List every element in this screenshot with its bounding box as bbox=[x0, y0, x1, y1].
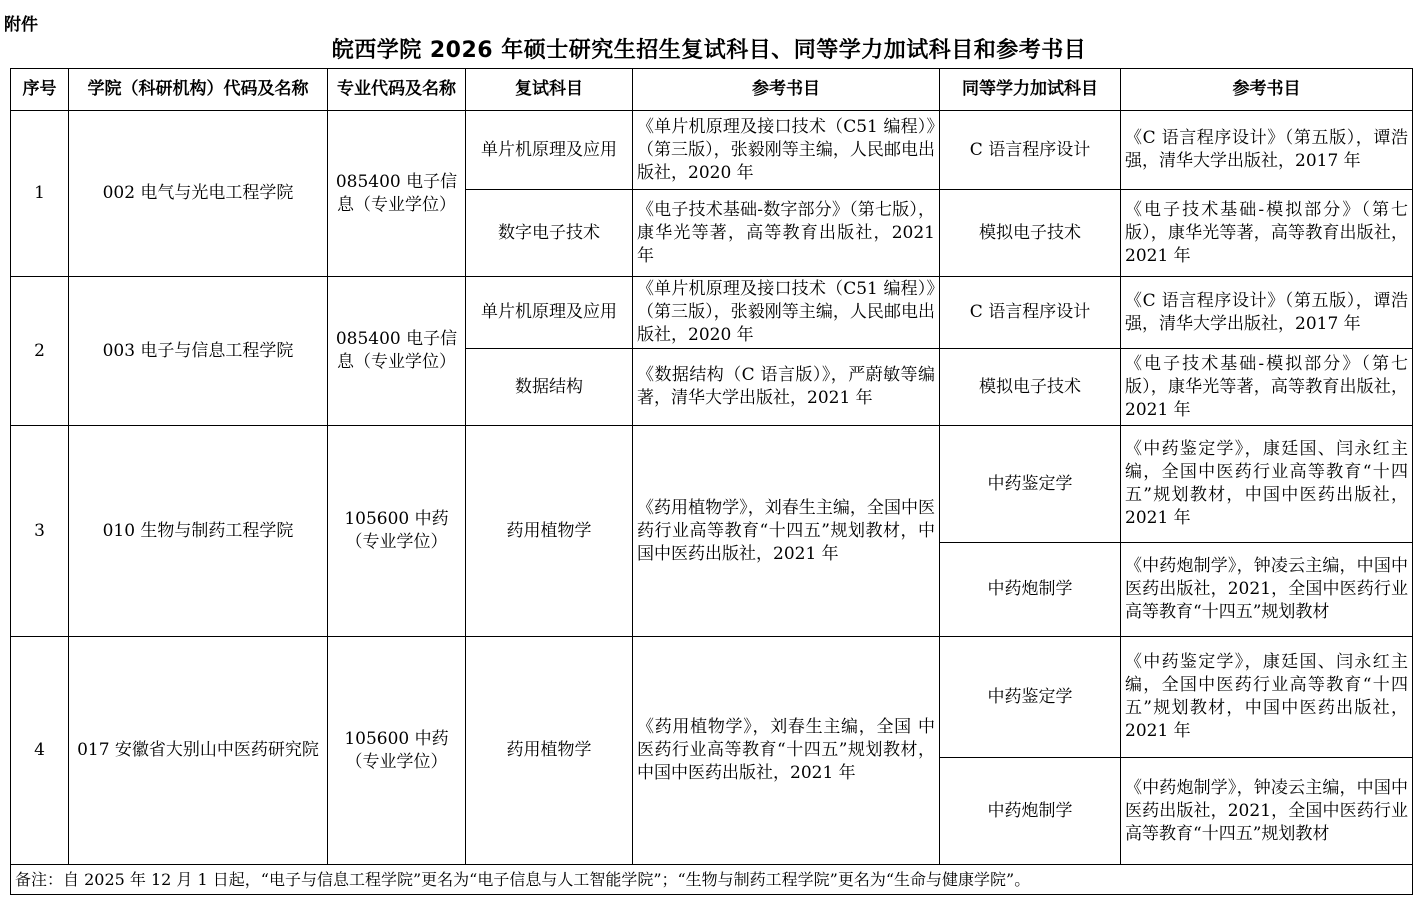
row-retest-subject: 药用植物学 bbox=[466, 426, 633, 637]
row-reference: 《数据结构（C 语言版）》，严蔚敏等编著，清华大学出版社，2021 年 bbox=[633, 349, 940, 426]
table-note: 备注：自 2025 年 12 月 1 日起，“电子与信息工程学院”更名为“电子信息与人工智能学院”；“生物与制药工程学院”更名为“生命与健康学院”。 bbox=[11, 865, 1413, 895]
row-extra-subject: C 语言程序设计 bbox=[940, 277, 1121, 349]
row-extra-subject: 中药鉴定学 bbox=[940, 637, 1121, 758]
note-row bbox=[11, 865, 1413, 895]
table-row bbox=[11, 426, 1413, 543]
row-extra-reference: 《电子技术基础-模拟部分》（第七版），康华光等著，高等教育出版社，2021 年 bbox=[1121, 190, 1413, 277]
table-row bbox=[11, 637, 1413, 758]
row-reference: 《药用植物学》，刘春生主编，全国 中医药行业高等教育“十四五”规划教材，中国中医药出版社，2021 年 bbox=[633, 637, 940, 865]
header-extra: 同等学力加试科目 bbox=[940, 69, 1121, 111]
document-title: 皖西学院 2026 年硕士研究生招生复试科目、同等学力加试科目和参考书目 bbox=[331, 38, 1087, 63]
row-major: 105600 中药（专业学位） bbox=[328, 426, 466, 637]
row-extra-subject: C 语言程序设计 bbox=[940, 111, 1121, 190]
row-extra-reference: 《中药炮制学》，钟凌云主编，中国中医药出版社，2021，全国中医药行业高等教育“十四五”规划教材 bbox=[1121, 758, 1413, 865]
header-major: 专业代码及名称 bbox=[328, 69, 466, 111]
row-reference: 《药用植物学》，刘春生主编，全国中医药行业高等教育“十四五”规划教材，中国中医药出版社，2021 年 bbox=[633, 426, 940, 637]
row-retest-subject: 药用植物学 bbox=[466, 637, 633, 865]
row-seq: 2 bbox=[11, 277, 69, 426]
table-row bbox=[11, 277, 1413, 349]
row-retest-subject: 单片机原理及应用 bbox=[466, 277, 633, 349]
row-extra-reference: 《电子技术基础-模拟部分》（第七版），康华光等著，高等教育出版社，2021 年 bbox=[1121, 349, 1413, 426]
row-extra-subject: 中药炮制学 bbox=[940, 543, 1121, 637]
row-retest-subject: 单片机原理及应用 bbox=[466, 111, 633, 190]
row-extra-reference: 《中药鉴定学》，康廷国、闫永红主编，全国中医药行业高等教育“十四五”规划教材，中国中医药出版社，2021 年 bbox=[1121, 426, 1413, 543]
row-extra-subject: 模拟电子技术 bbox=[940, 190, 1121, 277]
table-row bbox=[11, 111, 1413, 190]
subjects-table bbox=[10, 68, 1413, 895]
row-extra-reference: 《C 语言程序设计》（第五版），谭浩强，清华大学出版社，2017 年 bbox=[1121, 277, 1413, 349]
row-college: 017 安徽省大别山中医药研究院 bbox=[69, 637, 328, 865]
header-college: 学院（科研机构）代码及名称 bbox=[69, 69, 328, 111]
row-college: 002 电气与光电工程学院 bbox=[69, 111, 328, 277]
row-reference: 《单片机原理及接口技术（C51 编程）》（第三版），张毅刚等主编，人民邮电出版社，2020 年 bbox=[633, 111, 940, 190]
row-extra-subject: 中药鉴定学 bbox=[940, 426, 1121, 543]
attachment-label: 附件 bbox=[4, 15, 38, 35]
row-college: 003 电子与信息工程学院 bbox=[69, 277, 328, 426]
row-extra-reference: 《中药炮制学》，钟凌云主编，中国中医药出版社，2021，全国中医药行业高等教育“十四五”规划教材 bbox=[1121, 543, 1413, 637]
row-seq: 1 bbox=[11, 111, 69, 277]
row-major: 085400 电子信息（专业学位） bbox=[328, 277, 466, 426]
row-reference: 《单片机原理及接口技术（C51 编程）》（第三版），张毅刚等主编，人民邮电出版社，2020 年 bbox=[633, 277, 940, 349]
row-college: 010 生物与制药工程学院 bbox=[69, 426, 328, 637]
header-extra-ref: 参考书目 bbox=[1121, 69, 1413, 111]
row-retest-subject: 数字电子技术 bbox=[466, 190, 633, 277]
row-reference: 《电子技术基础-数字部分》（第七版），康华光等著，高等教育出版社，2021 年 bbox=[633, 190, 940, 277]
row-major: 105600 中药（专业学位） bbox=[328, 637, 466, 865]
row-extra-reference: 《中药鉴定学》，康廷国、闫永红主编，全国中医药行业高等教育“十四五”规划教材，中国中医药出版社，2021 年 bbox=[1121, 637, 1413, 758]
header-seq: 序号 bbox=[11, 69, 69, 111]
row-extra-reference: 《C 语言程序设计》（第五版），谭浩强，清华大学出版社，2017 年 bbox=[1121, 111, 1413, 190]
row-retest-subject: 数据结构 bbox=[466, 349, 633, 426]
header-ref: 参考书目 bbox=[633, 69, 940, 111]
row-seq: 4 bbox=[11, 637, 69, 865]
row-seq: 3 bbox=[11, 426, 69, 637]
row-extra-subject: 中药炮制学 bbox=[940, 758, 1121, 865]
row-major: 085400 电子信息（专业学位） bbox=[328, 111, 466, 277]
header-retest: 复试科目 bbox=[466, 69, 633, 111]
row-extra-subject: 模拟电子技术 bbox=[940, 349, 1121, 426]
header-row bbox=[11, 69, 1413, 111]
